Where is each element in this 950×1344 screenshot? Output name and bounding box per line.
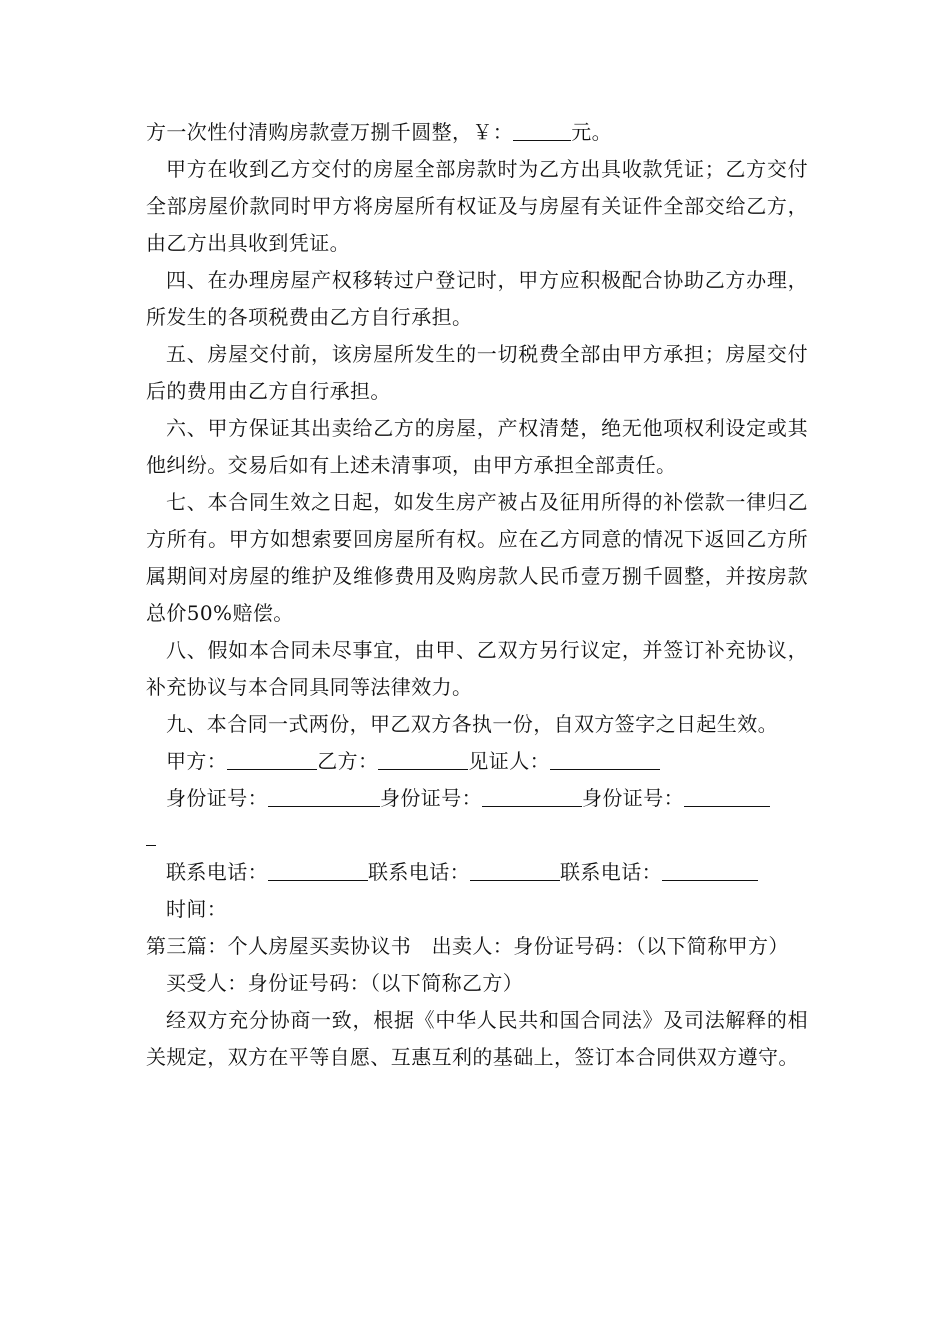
phone-row (146, 854, 808, 891)
party-b-label: 乙方： (317, 749, 379, 773)
id-label-a: 身份证号： (166, 786, 268, 810)
phone-label-w: 联系电话： (560, 860, 662, 884)
id-row (146, 780, 808, 817)
party-b-blank (378, 749, 468, 770)
phone-blank-b (470, 860, 560, 881)
party-a-label: 甲方： (166, 749, 228, 773)
paragraph-payment (146, 114, 808, 151)
time-label: 时间： (166, 897, 228, 921)
id-row-wrap (146, 817, 808, 854)
document-page (146, 114, 808, 1076)
paragraph-receipt: 甲方在收到乙方交付的房屋全部房款时为乙方出具收款凭证；乙方交付全部房屋价款同时甲方将房屋所有权证及与房屋有关证件全部交给乙方，由乙方出具收到凭证。 (146, 157, 808, 255)
id-label-w: 身份证号： (582, 786, 684, 810)
payment-text: 方一次性付清购房款壹万捌千圆整，￥： (146, 120, 514, 144)
id-blank-b (482, 786, 582, 807)
clause-9: 九、本合同一式两份，甲乙双方各执一份，自双方签字之日起生效。 (166, 712, 778, 736)
party-a-blank (227, 749, 317, 770)
id-blank-a (268, 786, 380, 807)
phone-label-a: 联系电话： (166, 860, 268, 884)
agreement-preamble: 经双方充分协商一致，根据《中华人民共和国合同法》及司法解释的相关规定，双方在平等自愿、互惠互利的基础上，签订本合同供双方遵守。 (146, 1008, 808, 1069)
clause-8: 八、假如本合同未尽事宜，由甲、乙双方另行议定，并签订补充协议，补充协议与本合同具同等法律效力。 (146, 638, 808, 699)
signature-row (146, 743, 808, 780)
clause-7: 七、本合同生效之日起，如发生房产被占及征用所得的补偿款一律归乙方所有。甲方如想索要回房屋所有权。应在乙方同意的情况下返回乙方所属期间对房屋的维护及维修费用及购房款人民币壹万捌千圆整，并按房款总价50%赔偿。 (146, 490, 808, 625)
payment-suffix: 元。 (571, 120, 613, 144)
phone-label-b: 联系电话： (368, 860, 470, 884)
witness-label: 见证人： (468, 749, 551, 773)
time-row (146, 891, 808, 928)
id-blank-w (684, 786, 770, 807)
buyer-line: 买受人：身份证号码：（以下简称乙方） (166, 971, 524, 995)
phone-blank-w (662, 860, 758, 881)
witness-blank (550, 749, 660, 770)
clause-4: 四、在办理房屋产权移转过户登记时，甲方应积极配合协助乙方办理，所发生的各项税费由乙方自行承担。 (146, 268, 808, 329)
phone-blank-a (268, 860, 368, 881)
id-blank-overflow (146, 825, 156, 846)
section-title-3: 第三篇：个人房屋买卖协议书 出卖人：身份证号码：（以下简称甲方） (146, 934, 789, 958)
clause-6: 六、甲方保证其出卖给乙方的房屋，产权清楚，绝无他项权利设定或其他纠纷。交易后如有上述未清事项，由甲方承担全部责任。 (146, 416, 808, 477)
amount-blank (513, 120, 571, 141)
clause-5: 五、房屋交付前，该房屋所发生的一切税费全部由甲方承担；房屋交付后的费用由乙方自行承担。 (146, 342, 808, 403)
id-label-b: 身份证号： (380, 786, 482, 810)
